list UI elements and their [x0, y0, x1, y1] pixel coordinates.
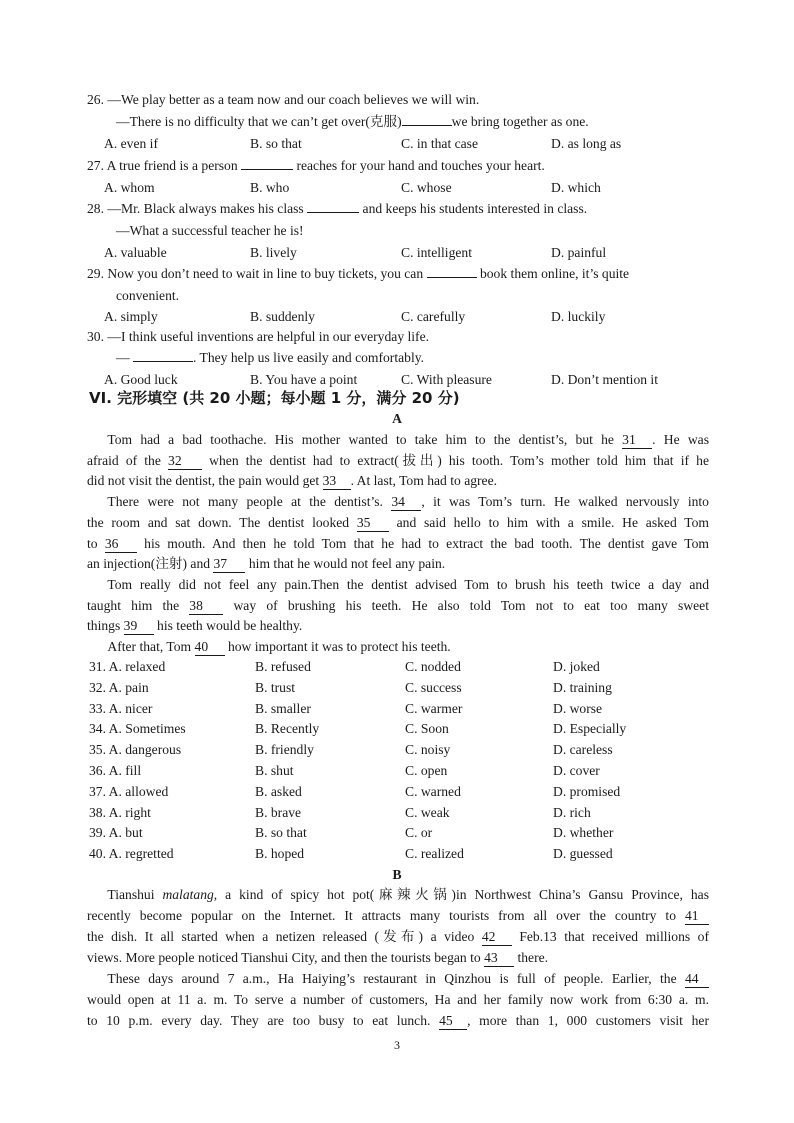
option-36-b: B. shut: [255, 763, 294, 778]
q30-option-d: D. Don’t mention it: [551, 372, 658, 387]
option-31-b: B. refused: [255, 659, 311, 674]
q27-option-b: B. who: [250, 180, 290, 195]
option-31-c: C. nodded: [405, 659, 461, 674]
option-38-b: B. brave: [255, 804, 302, 820]
q29-option-d: D. luckily: [551, 309, 606, 324]
option-31-d: D. joked: [553, 659, 600, 674]
option-37-b: B. asked: [255, 783, 302, 799]
q29-blank: [427, 277, 477, 278]
option-34-b: B. Recently: [255, 721, 320, 737]
blank-42: 42: [482, 929, 512, 946]
option-32-d: D. training: [553, 679, 612, 695]
passage-a-label: A: [392, 411, 402, 426]
option-36-a: 36. A. fill: [89, 763, 142, 778]
blank-33: 33: [323, 473, 351, 490]
q29-stem: 29. Now you don’t need to wait in line to buy tickets, you can book them online, it’s quite: [87, 266, 630, 281]
blank-41: 41: [685, 908, 709, 925]
section-6-title: VI. 完形填空 (共 20 小题；每小题 1 分，满分 20 分): [89, 389, 460, 407]
passage-a-line-4: There were not many people at the dentist’s. 34 , it was Tom’s turn. He walked nervously into: [107, 494, 709, 509]
passage-b-line-6: would open at 11 a. m. To serve a number of customers, Ha and her family now work from 6:30 a. m.: [87, 992, 709, 1007]
blank-37: 37: [213, 556, 245, 573]
option-39-d: D. whether: [553, 825, 614, 841]
option-38-a: 38. A. right: [89, 804, 151, 820]
q28-option-a: A. valuable: [104, 245, 167, 260]
q28-option-c: C. intelligent: [401, 245, 472, 260]
option-36-d: D. cover: [553, 763, 600, 778]
blank-40: 40: [195, 639, 225, 656]
blank-45: 45: [439, 1013, 467, 1030]
option-34-d: D. Especially: [553, 721, 627, 737]
q27-option-d: D. which: [551, 180, 601, 195]
q29-option-b: B. suddenly: [250, 309, 315, 324]
passage-a-line-9: taught him the 38 way of brushing his teeth. He also told Tom not to eat too many sweet: [87, 598, 709, 613]
option-34-a: 34. A. Sometimes: [89, 721, 186, 737]
passage-a-line-5: the room and sat down. The dentist looked 35 and said hello to him with a smile. He asked Tom: [87, 515, 709, 530]
q28-stem: 28. —Mr. Black always makes his class and keeps his students interested in class.: [87, 201, 588, 216]
passage-a-line-7: an injection(注射) and 37 him that he would not feel any pain.: [87, 556, 446, 571]
q28-option-d: D. painful: [551, 245, 607, 260]
q30-stem: 30. —I think useful inventions are helpful in our everyday life.: [87, 329, 430, 344]
passage-a-line-8: Tom really did not feel any pain.Then the dentist advised Tom to brush his teeth twice a day and: [107, 577, 709, 592]
option-38-d: D. rich: [553, 804, 591, 820]
q26-option-a: A. even if: [104, 136, 158, 151]
blank-35: 35: [357, 515, 389, 532]
passage-b-line-1: Tianshui malatang, a kind of spicy hot pot(麻辣火锅)in Northwest China’s Gansu Province, has: [107, 887, 709, 902]
option-33-a: 33. A. nicer: [89, 700, 153, 716]
blank-36: 36: [105, 536, 137, 553]
q30-option-a: A. Good luck: [104, 372, 178, 387]
passage-b-line-7: to 10 p.m. every day. They are too busy to eat lunch. 45 , more than 1, 000 customers visit her: [87, 1013, 709, 1028]
blank-44: 44: [685, 971, 709, 988]
q27-stem: 27. A true friend is a person reaches for your hand and touches your heart.: [87, 158, 545, 173]
passage-b-line-3: the dish. It all started when a netizen released (发布) a video 42 Feb.13 that received millions of: [87, 929, 709, 944]
q29-continuation: convenient.: [116, 288, 180, 303]
passage-a-line-1: Tom had a bad toothache. His mother wanted to take him to the dentist’s, but he 31 . He was: [107, 432, 709, 447]
q26-reply: —There is no difficulty that we can’t get over(克服) we bring together as one.: [116, 114, 589, 129]
passage-b-line-2: recently become popular on the Internet. It attracts many tourists from all over the country to 41: [87, 906, 709, 927]
q30-option-c: C. With pleasure: [401, 372, 492, 387]
passage-b-line-5: These days around 7 a.m., Ha Haiying’s restaurant in Qinzhou is full of people. Earlier, the 44: [87, 969, 709, 990]
q30-option-b: B. You have a point: [250, 372, 358, 387]
q26-option-b: B. so that: [250, 136, 302, 151]
page-number: 3: [394, 1038, 400, 1052]
option-32-c: C. success: [405, 679, 462, 695]
q30-blank: [133, 361, 193, 362]
passage-a-line-6: to 36 his mouth. And then he told Tom that he had to extract the bad tooth. The dentist gave Tom: [87, 536, 709, 551]
option-35-d: D. careless: [553, 742, 613, 758]
option-31-a: 31. A. relaxed: [89, 659, 166, 674]
q26-blank: [402, 125, 452, 126]
option-33-c: C. warmer: [405, 700, 463, 716]
q29-option-c: C. carefully: [401, 309, 466, 324]
q26-option-c: C. in that case: [401, 136, 479, 151]
blank-38: 38: [189, 598, 223, 615]
option-36-c: C. open: [405, 763, 448, 778]
option-40-d: D. guessed: [553, 846, 613, 862]
blank-43: 43: [484, 950, 514, 967]
passage-a-line-10: things 39 his teeth would be healthy.: [87, 618, 303, 633]
q29-option-a: A. simply: [104, 309, 158, 324]
option-33-d: D. worse: [553, 700, 603, 716]
passage-b-label: B: [392, 867, 402, 882]
option-37-a: 37. A. allowed: [89, 783, 169, 799]
option-37-c: C. warned: [405, 783, 461, 799]
q27-option-a: A. whom: [104, 180, 155, 195]
blank-31: 31: [622, 432, 652, 449]
q27-blank: [241, 169, 293, 170]
passage-b-line-4: views. More people noticed Tianshui City, and then the tourists began to 43 there.: [87, 950, 549, 965]
option-40-c: C. realized: [405, 846, 464, 862]
option-40-a: 40. A. regretted: [89, 846, 174, 862]
option-39-c: C. or: [405, 825, 433, 841]
q28-blank: [307, 212, 359, 213]
q30-reply: — . They help us live easily and comfortably.: [116, 350, 425, 365]
option-35-b: B. friendly: [255, 742, 314, 758]
blank-32: 32: [168, 453, 202, 470]
option-37-d: D. promised: [553, 783, 621, 799]
option-32-b: B. trust: [255, 679, 296, 695]
option-38-c: C. weak: [405, 804, 450, 820]
option-40-b: B. hoped: [255, 846, 305, 862]
option-34-c: C. Soon: [405, 721, 449, 737]
option-39-b: B. so that: [255, 825, 307, 841]
option-33-b: B. smaller: [255, 700, 311, 716]
option-39-a: 39. A. but: [89, 825, 143, 841]
passage-a-line-2: afraid of the 32 when the dentist had to extract(拔出) his tooth. Tom’s mother told him that if he: [87, 453, 709, 468]
q26-stem: 26. —We play better as a team now and our coach believes we will win.: [87, 92, 480, 107]
q28-reply: —What a successful teacher he is!: [116, 223, 304, 238]
blank-39: 39: [124, 618, 154, 635]
passage-a-line-3: did not visit the dentist, the pain would get 33 . At last, Tom had to agree.: [87, 473, 498, 488]
option-35-a: 35. A. dangerous: [89, 742, 182, 758]
option-32-a: 32. A. pain: [89, 679, 149, 695]
q28-option-b: B. lively: [250, 245, 297, 260]
option-35-c: C. noisy: [405, 742, 451, 758]
passage-a-line-11: After that, Tom 40 how important it was to protect his teeth.: [107, 639, 451, 654]
q27-option-c: C. whose: [401, 180, 452, 195]
q26-option-d: D. as long as: [551, 136, 622, 151]
blank-34: 34: [391, 494, 421, 511]
